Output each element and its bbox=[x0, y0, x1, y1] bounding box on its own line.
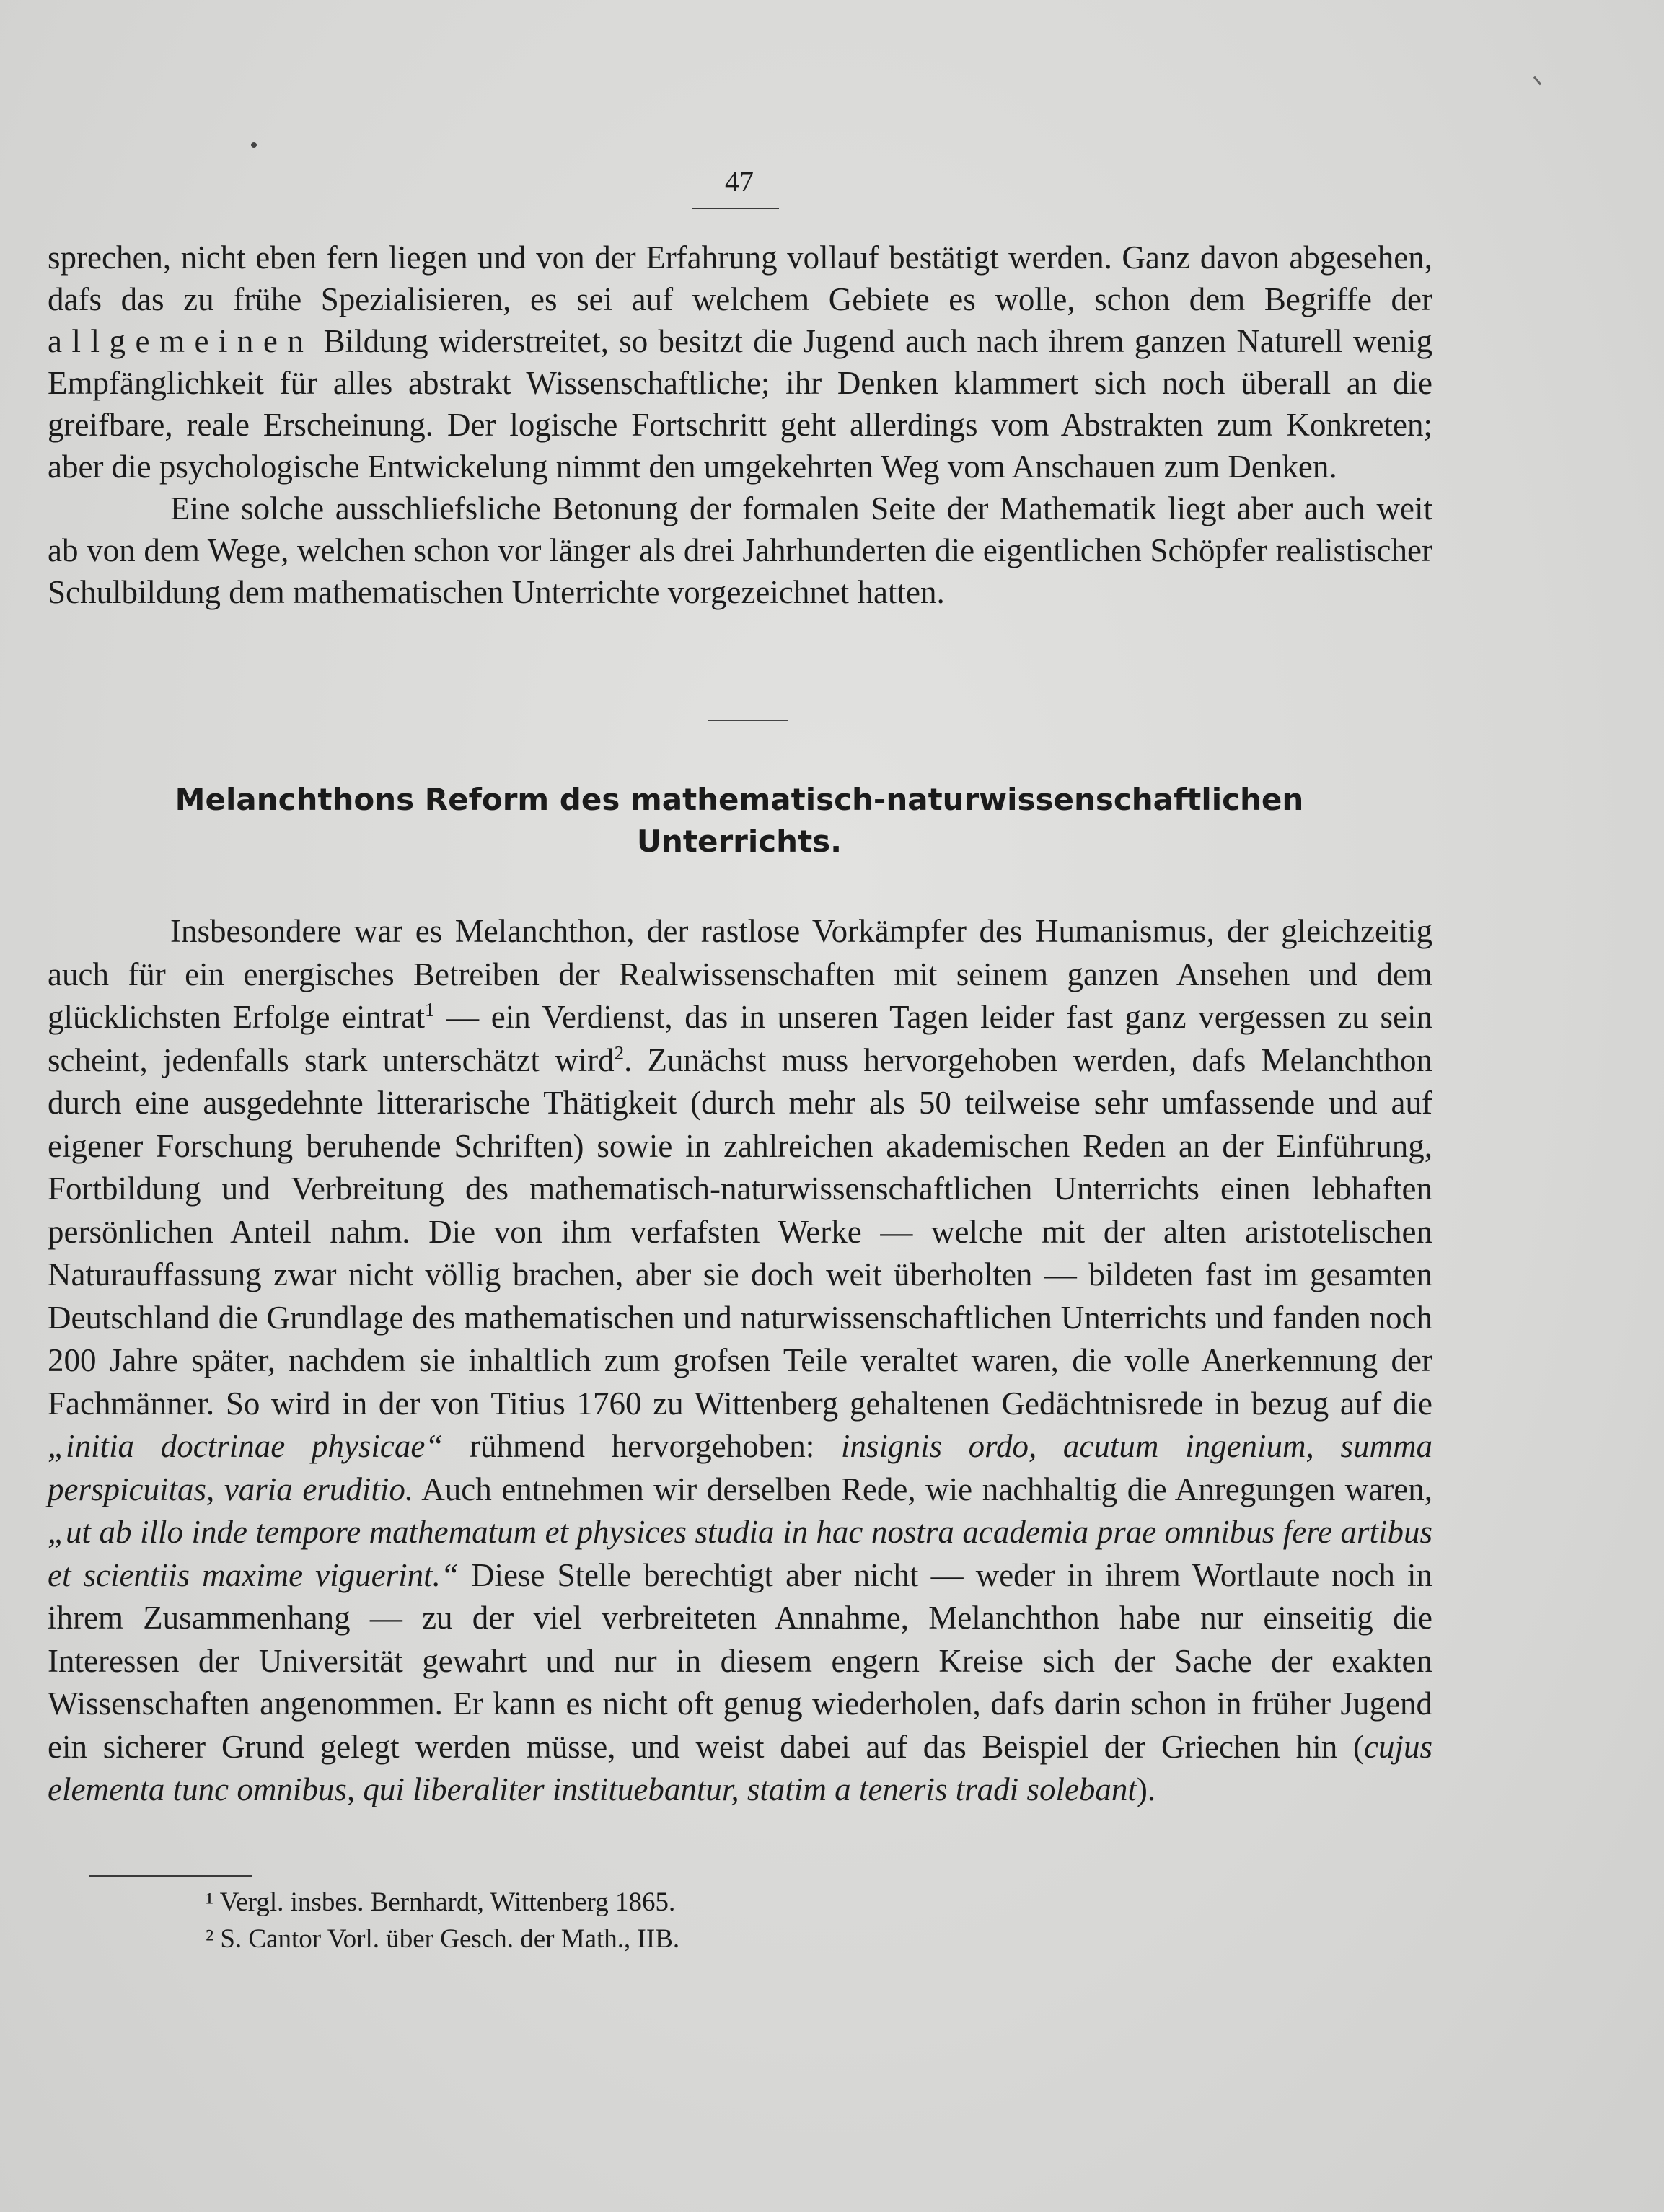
section-heading bbox=[108, 779, 1370, 863]
paragraph-continued bbox=[48, 237, 1432, 488]
text-run: . Zunächst muss hervorgehoben werden, dafs Melanchthon durch eine ausgedehnte litterarische Thätigkeit (durch mehr als 50 teilweise sehr umfassende und auf eigener Forschung beruhende Schriften) sowie in zahlreichen akademischen Reden an der Einführung, Fortbildung und Verbreitung des mathematisch-naturwissenschaftlichen Unterrichts einen lebhaften persönlichen Anteil nahm. Die von ihm verfafsten Werke — welche mit der alten aristotelischen Naturauffassung zwar nicht völlig brachen, aber sie doch weit überholten — bildeten fast im gesamten Deutschland die Grundlage des mathematischen und naturwissenschaftlichen Unterrichts und fanden noch 200 Jahre später, nachdem sie inhaltlich zum grofsen Teile veraltet waren, die volle Anerkennung der Fachmänner. So wird in der von Titius 1760 zu Wittenberg gehaltenen Gedächtnisrede in bezug auf die bbox=[48, 1041, 1432, 1422]
footnotes bbox=[206, 1884, 1287, 1957]
paragraph bbox=[48, 910, 1432, 1812]
footnote-1: ¹ Vergl. insbes. Bernhardt, Wittenberg 1865. bbox=[206, 1887, 676, 1917]
scan-mark bbox=[1533, 76, 1541, 86]
footnote-2: ² S. Cantor Vorl. über Gesch. der Math., IIB. bbox=[206, 1924, 680, 1954]
top-text-block bbox=[48, 237, 1432, 613]
footnote-ref-2[interactable]: 2 bbox=[614, 1041, 625, 1064]
paragraph: Eine solche ausschliefsliche Betonung der formalen Seite der Mathematik liegt aber auch weit ab von dem Wege, welchen schon vor länger als drei Jahrhunderten die eigentlichen Schöpfer realistischer Schulbildung dem mathematischen Unterrichte vorgezeichnet hatten. bbox=[48, 490, 1432, 610]
spaced-emphasis: allgemeinen bbox=[48, 323, 314, 359]
heading-line: Unterrichts. bbox=[636, 824, 842, 859]
text-run: Auch entnehmen wir derselben Rede, wie nachhaltig die Anregungen waren, bbox=[413, 1471, 1432, 1507]
text-run: Bildung widerstreitet, so besitzt die Jugend auch nach ihrem ganzen Naturell wenig Empfänglichkeit für alles abstrakt Wissenschaftliche; ihr Denken klammert sich noch überall an die greifbare, reale Erscheinung. Der logische Fortschritt geht allerdings vom Abstrakten zum Konkreten; aber die psychologische Entwickelung nimmt den umgekehrten Weg vom Anschauen zum Denken. bbox=[48, 323, 1432, 485]
footnote-rule bbox=[89, 1875, 252, 1877]
page-number: 47 bbox=[725, 165, 754, 198]
main-text-block bbox=[48, 910, 1432, 1812]
latin-quote: „initia doctrinae physicae“ bbox=[48, 1428, 444, 1464]
text-run: ). bbox=[1136, 1771, 1156, 1807]
latin-quote: „ut ab illo inde tempore mathematum et physices studia in hac nostra academia prae omnibus fere artibus et scientiis maxime viguerint.“ bbox=[48, 1514, 1432, 1593]
text-run: Insbesondere war es Melanchthon, der rastlose Vorkämpfer des Humanismus, der gleichzeitig auch für ein energisches Betreiben der Realwissenschaften mit seinem ganzen Ansehen und dem glücklichsten Erfolge eintrat bbox=[48, 913, 1432, 1035]
footnote-ref-1[interactable]: 1 bbox=[425, 999, 435, 1021]
text-run: Diese Stelle berechtigt aber nicht — weder in ihrem Wortlaute noch in ihrem Zusammenhang — zu der viel verbreiteten Annahme, Melanchthon habe nur einseitig die Interessen der Universität gewahrt und nur in diesem engern Kreise sich der Sache der exakten Wissenschaften angenommen. Er kann es nicht oft genug wiederholen, dafs darin schon in früher Jugend ein sicherer Grund gelegt werden müsse, und weist dabei auf das Beispiel der Griechen hin ( bbox=[48, 1556, 1432, 1765]
ink-dot bbox=[251, 142, 257, 148]
text-run: sprechen, nicht eben fern liegen und von der Erfahrung vollauf bestätigt werden. Ganz davon abgesehen, dafs das zu frühe Spezialisieren, es sei auf welchem Gebiete es wolle, schon dem Begriffe der bbox=[48, 239, 1432, 317]
latin-quote: insignis ordo, acutum ingenium, summa perspicuitas, varia eruditio. bbox=[48, 1428, 1432, 1507]
heading-line: Melanchthons Reform des mathematisch-naturwissenschaftlichen bbox=[175, 782, 1304, 817]
page-number-rule bbox=[692, 208, 779, 209]
text-run: — ein Verdienst, das in unseren Tagen leider fast ganz vergessen zu sein scheint, jedenfalls stark unterschätzt wird bbox=[48, 999, 1432, 1078]
text-run: rühmend hervorgehoben: bbox=[443, 1428, 841, 1464]
latin-quote: cujus elementa tunc omnibus, qui liberaliter instituebantur, statim a teneris tradi solebant bbox=[48, 1728, 1432, 1807]
section-divider bbox=[708, 720, 788, 721]
